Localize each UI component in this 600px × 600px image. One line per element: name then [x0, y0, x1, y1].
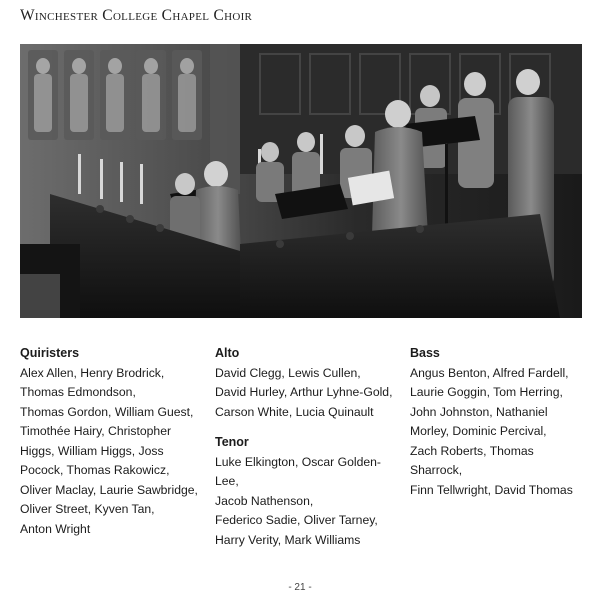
name-line: David Hurley, Arthur Lyhne-Gold, [215, 385, 393, 399]
name-line: Finn Tellwright, David Thomas [410, 482, 573, 497]
name-line: Anton Wright [20, 521, 91, 536]
section-heading-alto: Alto [215, 346, 240, 360]
name-line: Carson White, Lucia Quinault [215, 404, 374, 419]
name-line: John Johnston, Nathaniel [410, 404, 548, 419]
column-quiristers [20, 344, 200, 539]
name-line: Luke Elkington, Oscar Golden-Lee, [215, 454, 381, 488]
section-names-bass [410, 364, 588, 501]
choir-photo [20, 44, 582, 318]
name-line: Morley, Dominic Percival, [410, 424, 547, 438]
page-title: Winchester College Chapel Choir [20, 7, 253, 24]
name-line: Alex Allen, Henry Brodrick, [20, 365, 165, 380]
section-heading-bass: Bass [410, 346, 440, 360]
section-names-quiristers [20, 364, 200, 540]
name-line: Harry Verity, Mark Williams [215, 532, 361, 547]
name-line: Timothée Hairy, Christopher [20, 424, 172, 438]
section-gap [215, 422, 395, 433]
name-line: Federico Sadie, Oliver Tarney, [215, 513, 378, 527]
name-line: Thomas Gordon, William Guest, [20, 404, 194, 419]
section-heading-quiristers: Quiristers [20, 346, 80, 360]
column-alto-tenor [215, 344, 395, 550]
name-line: David Clegg, Lewis Cullen, [215, 365, 361, 380]
name-line: Oliver Maclay, Laurie Sawbridge, [20, 482, 198, 497]
name-line: Angus Benton, Alfred Fardell, [410, 365, 569, 380]
section-names-alto [215, 364, 395, 423]
page-number: - 21 - [288, 582, 312, 593]
name-line: Thomas Edmondson, [20, 385, 136, 399]
column-bass [410, 344, 588, 500]
name-line: Jacob Nathenson, [215, 493, 314, 508]
name-line: Higgs, William Higgs, Joss [20, 443, 164, 458]
name-line: Laurie Goggin, Tom Herring, [410, 385, 563, 399]
section-names-tenor [215, 453, 395, 551]
section-heading-tenor: Tenor [215, 435, 249, 449]
name-line: Oliver Street, Kyven Tan, [20, 502, 155, 516]
name-line: Zach Roberts, Thomas Sharrock, [410, 443, 534, 477]
name-line: Pocock, Thomas Rakowicz, [20, 463, 170, 477]
